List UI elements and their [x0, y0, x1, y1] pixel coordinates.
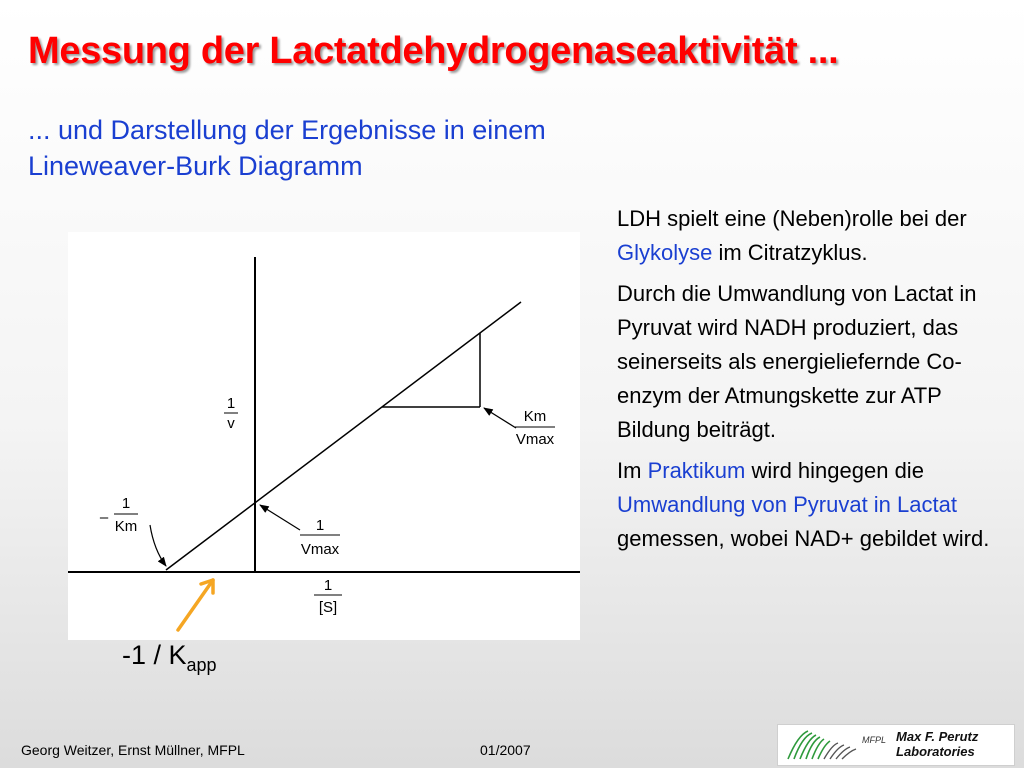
- x-axis-label: [314, 577, 342, 616]
- y-intercept-label-denominator: Vmax: [300, 541, 340, 558]
- logo-name: [896, 729, 978, 759]
- paragraph-ldh: [617, 202, 997, 270]
- x-intercept-label-sign: –: [99, 509, 109, 526]
- logo-line-1: Max F. Perutz: [896, 729, 979, 744]
- y-intercept-label: [300, 517, 340, 558]
- p1-text-a: LDH spielt eine (Neben)rolle bei der: [617, 206, 967, 231]
- y-intercept-arrow: [260, 505, 300, 530]
- slide-subtitle: [28, 112, 728, 184]
- kapp-label-subscript: app: [186, 655, 217, 675]
- paragraph-nadh: Durch die Umwandlung von Lactat in Pyruvat wird NADH produziert, das seinerseits als energieliefernde Co-enzym der Atmungskette zur ATP Bildung beiträgt.: [617, 281, 977, 442]
- lineweaver-burk-line: [166, 302, 521, 570]
- subtitle-line-2: Lineweaver-Burk Diagramm: [28, 151, 363, 181]
- y-axis-label-numerator: 1: [226, 395, 236, 412]
- mfpl-logo: [777, 724, 1015, 766]
- p3-text-c: gemessen, wobei NAD+ gebildet wird.: [617, 526, 990, 551]
- x-intercept-label: [100, 495, 138, 535]
- x-axis-label-numerator: 1: [323, 577, 333, 594]
- p3-text-b: wird hingegen die: [745, 458, 924, 483]
- footer-authors: Georg Weitzer, Ernst Müllner, MFPL: [21, 742, 245, 758]
- x-axis-label-denominator: [S]: [318, 599, 338, 616]
- highlight-praktikum: Praktikum: [647, 458, 746, 483]
- highlight-glykolyse: Glykolyse: [617, 240, 713, 265]
- x-intercept-label-numerator: 1: [121, 495, 131, 512]
- p1-text-b: im Citratzyklus.: [712, 240, 868, 265]
- kapp-label: [122, 640, 217, 676]
- kapp-label-main: -1 / K: [122, 640, 187, 670]
- slope-label-denominator: Vmax: [515, 431, 555, 448]
- y-axis-label: [224, 395, 238, 432]
- y-axis-label-denominator: v: [227, 415, 235, 432]
- slope-label: [515, 408, 555, 448]
- lineweaver-burk-diagram: [68, 232, 580, 640]
- diagram-svg: [68, 232, 580, 640]
- slope-label-numerator: Km: [523, 408, 547, 425]
- kapp-arrow: [178, 580, 213, 630]
- mfpl-logo-icon: [782, 725, 862, 765]
- explanation-text: [617, 202, 997, 563]
- highlight-umwandlung: Umwandlung von Pyruvat in Lactat: [617, 492, 957, 517]
- logo-line-2: Laboratories: [896, 744, 975, 759]
- y-intercept-label-numerator: 1: [315, 517, 325, 534]
- paragraph-praktikum: [617, 454, 997, 556]
- slope-arrow: [484, 408, 516, 428]
- p3-text-a: Im: [617, 458, 648, 483]
- slide-title: Messung der Lactatdehydrogenaseaktivität ...: [28, 30, 839, 72]
- x-intercept-arrow: [150, 525, 166, 566]
- x-intercept-label-denominator: Km: [114, 518, 138, 535]
- subtitle-line-1: ... und Darstellung der Ergebnisse in einem: [28, 115, 546, 145]
- footer-date: 01/2007: [480, 742, 531, 758]
- logo-abbrev: MFPL: [862, 735, 887, 745]
